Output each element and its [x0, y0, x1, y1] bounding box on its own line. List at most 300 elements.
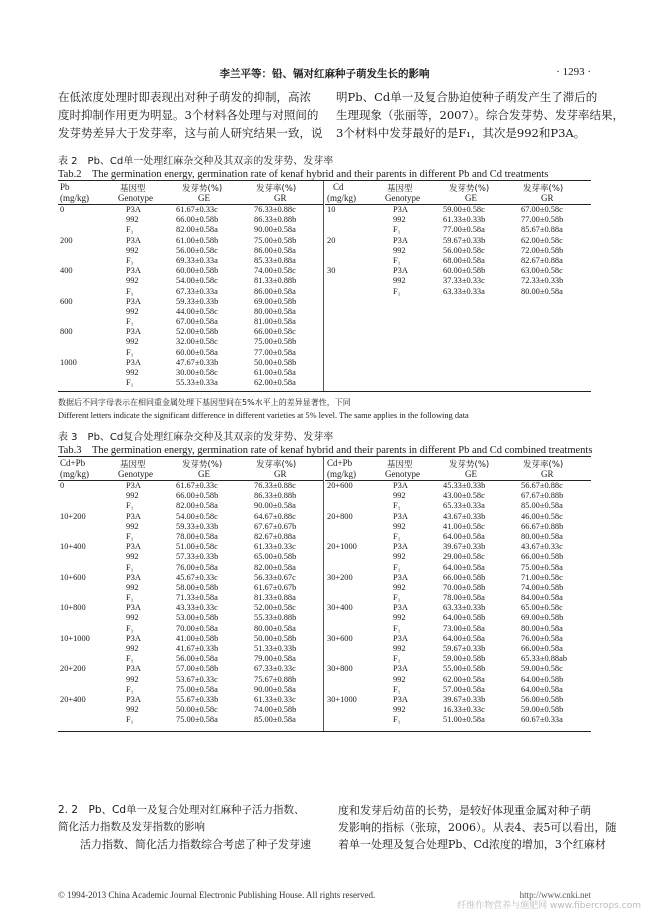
- table-row: [58, 236, 323, 246]
- gr-cell: 72.33±0.33b: [521, 276, 564, 286]
- table-row: [325, 705, 591, 715]
- gr-cell: 80.00±0.58a: [254, 623, 296, 633]
- genotype-cell: F₁: [393, 562, 401, 572]
- table-row: [58, 297, 323, 307]
- ge-zh: 发芽势(%): [449, 184, 490, 194]
- treatment-cell: 10+600: [60, 572, 86, 582]
- genotype-cell: F₁: [126, 225, 134, 235]
- treatment-cell: 600: [60, 296, 73, 306]
- text-line: 度和发芽后幼苗的长势，是较好体现重金属对种子萌: [338, 804, 591, 817]
- gr-cell: 59.00±0.58b: [521, 705, 564, 715]
- treatment-cell: 30: [327, 266, 336, 276]
- genotype-cell: 992: [126, 644, 139, 653]
- gr-cell: 80.00±0.58a: [254, 306, 296, 316]
- table2-note-en: Different letters indicate the significant difference in different varieties at 5% level. The same applies in the following data: [58, 411, 469, 420]
- treatment-cell: 20+400: [60, 694, 86, 704]
- table-row: [325, 644, 591, 654]
- table-row: [58, 225, 323, 235]
- ge-cell: 70.00±0.58a: [176, 623, 218, 633]
- ge-cell: 43.67±0.33b: [443, 511, 486, 521]
- gr-cell: 86.00±0.58a: [254, 245, 296, 255]
- ge-cell: 45.33±0.33b: [443, 481, 486, 490]
- treatment-cell: 0: [60, 481, 65, 490]
- gr-zh: 发芽率(%): [256, 184, 297, 194]
- ge-cell: 78.00±0.58a: [443, 593, 485, 603]
- gr-cell: 67.67±0.67b: [254, 521, 297, 531]
- gr-cell: 90.00±0.58a: [254, 225, 296, 235]
- gr-cell: 75.00±0.58a: [521, 562, 563, 572]
- genotype-zh: 基因型: [387, 460, 413, 470]
- table-row: [58, 348, 323, 358]
- table-row: [325, 225, 591, 235]
- table-row: [58, 675, 323, 685]
- text-line: 度时抑制作用更为明显。3个材料各处理与对照间的: [58, 108, 319, 122]
- gr-cell: 80.00±0.58a: [521, 623, 563, 633]
- table-row: [325, 481, 591, 491]
- ge-cell: 41.00±0.58b: [176, 633, 219, 643]
- ge-cell: 77.00±0.58a: [443, 225, 485, 235]
- genotype-cell: P3A: [126, 266, 141, 276]
- gr-cell: 56.00±0.58b: [521, 694, 564, 704]
- genotype-cell: F₁: [393, 715, 401, 725]
- treat-unit: (mg/kg): [327, 469, 356, 479]
- table-row: [58, 593, 323, 603]
- ge-cell: 55.00±0.58b: [443, 664, 486, 674]
- treatment-cell: 20+200: [60, 664, 86, 674]
- ge-cell: 41.67±0.33b: [176, 644, 219, 653]
- table-row: [58, 246, 323, 256]
- table2-left-half: [58, 181, 324, 391]
- treat-unit: (mg/kg): [60, 469, 89, 479]
- section-heading-line: 简化活力指数及发芽指数的影响: [58, 821, 205, 833]
- genotype-cell: F₁: [126, 317, 134, 327]
- ge-cell: 29.00±0.58c: [443, 552, 485, 562]
- gr-cell: 79.00±0.58a: [254, 654, 296, 664]
- table-row: [325, 573, 591, 583]
- genotype-en: Genotype: [385, 469, 420, 479]
- table-row: [58, 317, 323, 327]
- table-row: [58, 573, 323, 583]
- table-row: [325, 552, 591, 562]
- treat-label: Cd+Pb: [60, 458, 86, 468]
- genotype-cell: F₁: [126, 715, 134, 725]
- gr-cell: 74.00±0.58b: [254, 705, 297, 715]
- genotype-cell: P3A: [393, 205, 408, 214]
- gr-cell: 74.00±0.58b: [521, 582, 564, 592]
- genotype-cell: F₁: [393, 654, 401, 664]
- genotype-cell: 992: [393, 521, 406, 531]
- genotype-cell: P3A: [393, 511, 408, 521]
- table-row: [325, 501, 591, 511]
- gr-cell: 77.00±0.58b: [521, 215, 564, 225]
- ge-cell: 82.00±0.58a: [176, 501, 218, 511]
- ge-cell: 59.00±0.58b: [443, 654, 486, 664]
- treatment-cell: 10: [327, 205, 336, 214]
- genotype-cell: F₁: [393, 286, 401, 296]
- gr-cell: 84.00±0.58a: [521, 593, 563, 603]
- gr-cell: 63.00±0.58c: [521, 266, 563, 276]
- treatment-cell: 800: [60, 327, 73, 337]
- ge-cell: 66.00±0.58b: [443, 572, 486, 582]
- ge-cell: 59.33±0.33b: [176, 521, 219, 531]
- genotype-cell: 992: [126, 215, 139, 225]
- table-row: [325, 664, 591, 674]
- ge-en: GE: [198, 193, 210, 203]
- ge-cell: 60.00±0.58b: [176, 266, 219, 276]
- gr-cell: 77.00±0.58a: [254, 347, 296, 357]
- table-row: [58, 705, 323, 715]
- table-row: [325, 685, 591, 695]
- ge-cell: 59.00±0.58c: [443, 205, 485, 214]
- treatment-cell: 10+1000: [60, 633, 90, 643]
- gr-cell: 74.00±0.58c: [254, 266, 296, 276]
- genotype-cell: 992: [393, 215, 406, 225]
- treatment-cell: 20+600: [327, 481, 353, 490]
- ge-cell: 47.67±0.33b: [176, 357, 219, 367]
- gr-en: GR: [274, 469, 287, 479]
- text-line: 3个材料中发芽最好的是F₁，其次是992和P3A。: [336, 126, 586, 140]
- treatment-cell: 30+600: [327, 633, 353, 643]
- genotype-cell: 992: [126, 705, 139, 715]
- gr-cell: 82.67±0.88a: [254, 531, 296, 541]
- gr-cell: 50.00±0.58b: [254, 633, 297, 643]
- genotype-zh: 基因型: [387, 184, 413, 194]
- ge-cell: 43.33±0.33c: [176, 603, 218, 613]
- gr-cell: 65.00±0.58b: [254, 552, 297, 562]
- ge-cell: 59.67±0.33b: [443, 235, 486, 245]
- ge-cell: 39.67±0.33b: [443, 542, 486, 552]
- treatment-cell: 400: [60, 266, 73, 276]
- gr-cell: 86.00±0.58a: [254, 286, 296, 296]
- genotype-zh: 基因型: [120, 460, 146, 470]
- table-row: [325, 522, 591, 532]
- ge-cell: 68.00±0.58a: [443, 255, 485, 265]
- gr-cell: 43.67±0.33c: [521, 542, 563, 552]
- gr-cell: 85.00±0.58a: [254, 715, 296, 725]
- gr-cell: 69.00±0.58b: [254, 296, 297, 306]
- genotype-en: Genotype: [385, 193, 420, 203]
- ge-cell: 61.00±0.58b: [176, 235, 219, 245]
- genotype-cell: P3A: [126, 296, 141, 306]
- genotype-cell: 992: [393, 276, 406, 286]
- gr-cell: 67.67±0.88b: [521, 491, 564, 501]
- genotype-cell: F₁: [393, 531, 401, 541]
- treat-label: Cd: [333, 182, 344, 192]
- ge-cell: 54.00±0.58c: [176, 276, 218, 286]
- ge-zh: 发芽势(%): [182, 460, 223, 470]
- genotype-cell: F₁: [126, 501, 134, 511]
- gr-cell: 56.67±0.88c: [521, 481, 563, 490]
- table2-caption-en: Tab.2 The germination energy, germination rate of kenaf hybrid and their parents in different Pb and Cd treatments: [58, 169, 549, 180]
- genotype-cell: F₁: [126, 255, 134, 265]
- genotype-cell: F₁: [126, 654, 134, 664]
- ge-cell: 64.00±0.58a: [443, 633, 485, 643]
- treat-unit: (mg/kg): [327, 193, 356, 203]
- gr-cell: 65.00±0.58c: [521, 603, 563, 613]
- genotype-cell: F₁: [393, 623, 401, 633]
- genotype-cell: P3A: [126, 542, 141, 552]
- genotype-cell: F₁: [393, 225, 401, 235]
- table-row: [58, 695, 323, 705]
- genotype-cell: F₁: [393, 684, 401, 694]
- table3-caption-zh: 表 3 Pb、Cd复合处理红麻杂交种及其双亲的发芽势、发芽率: [58, 432, 334, 443]
- genotype-zh: 基因型: [120, 184, 146, 194]
- gr-cell: 75.67±0.88b: [254, 674, 297, 684]
- table-row: [325, 563, 591, 573]
- ge-cell: 67.33±0.33a: [176, 286, 218, 296]
- table-row: [58, 644, 323, 654]
- table-row: [58, 307, 323, 317]
- text-line: 发芽势差异大于发芽率，这与前人研究结果一致，说: [58, 126, 323, 140]
- ge-cell: 61.33±0.33b: [443, 215, 486, 225]
- genotype-cell: P3A: [126, 481, 141, 490]
- ge-cell: 60.00±0.58a: [176, 347, 218, 357]
- genotype-cell: P3A: [126, 327, 141, 337]
- gr-cell: 50.00±0.58b: [254, 357, 297, 367]
- running-header: [58, 66, 591, 82]
- ge-cell: 44.00±0.58c: [176, 306, 218, 316]
- text-line: 活力指数、简化活力指数综合考虑了种子发芽速: [58, 838, 311, 851]
- table-row: [58, 501, 323, 511]
- table2-left-body: [58, 205, 323, 388]
- ge-cell: 52.00±0.58b: [176, 327, 219, 337]
- gr-cell: 86.33±0.88b: [254, 491, 297, 501]
- gr-cell: 76.00±0.58a: [521, 633, 563, 643]
- gr-cell: 80.00±0.58a: [521, 286, 563, 296]
- ge-zh: 发芽势(%): [449, 460, 490, 470]
- genotype-cell: P3A: [126, 572, 141, 582]
- gr-en: GR: [541, 193, 554, 203]
- gr-cell: 85.33±0.88a: [254, 255, 296, 265]
- table-row: [58, 624, 323, 634]
- ge-cell: 69.33±0.33a: [176, 255, 218, 265]
- genotype-cell: P3A: [126, 603, 141, 613]
- table3-left-half: [58, 457, 324, 731]
- treatment-cell: 10+400: [60, 542, 86, 552]
- ge-cell: 70.00±0.58b: [443, 582, 486, 592]
- ge-cell: 75.00±0.58a: [176, 684, 218, 694]
- text-line: 明Pb、Cd单一及复合胁迫使种子萌发产生了滞后的: [336, 90, 598, 104]
- table-row: [58, 583, 323, 593]
- table-row: [58, 368, 323, 378]
- gr-cell: 62.00±0.58c: [521, 235, 563, 245]
- ge-cell: 78.00±0.58a: [176, 531, 218, 541]
- treat-unit: (mg/kg): [60, 193, 89, 203]
- genotype-cell: P3A: [393, 694, 408, 704]
- table-row: [58, 685, 323, 695]
- gr-zh: 发芽率(%): [523, 460, 564, 470]
- page-number: · 1293 ·: [556, 66, 591, 78]
- treatment-cell: 30+800: [327, 664, 353, 674]
- text-line: 生理现象（张丽等，2007）。综合发芽势、发芽率结果，: [336, 108, 625, 122]
- treatment-cell: 200: [60, 235, 73, 245]
- table-row: [325, 205, 591, 215]
- table-row: [325, 266, 591, 276]
- gr-cell: 81.33±0.88a: [254, 593, 296, 603]
- gr-cell: 46.00±0.58c: [521, 511, 563, 521]
- genotype-cell: P3A: [126, 633, 141, 643]
- gr-cell: 61.33±0.33c: [254, 694, 296, 704]
- gr-cell: 66.00±0.58b: [521, 552, 564, 562]
- ge-cell: 54.00±0.58c: [176, 511, 218, 521]
- ge-cell: 75.00±0.58a: [176, 715, 218, 725]
- ge-cell: 64.00±0.58a: [443, 531, 485, 541]
- table-row: [325, 583, 591, 593]
- gr-cell: 64.00±0.58b: [521, 674, 564, 684]
- table-row: [58, 378, 323, 388]
- genotype-cell: F₁: [126, 531, 134, 541]
- gr-cell: 64.00±0.58a: [521, 684, 563, 694]
- gr-cell: 62.00±0.58a: [254, 378, 296, 388]
- ge-cell: 16.33±0.33c: [443, 705, 485, 715]
- table-row: [58, 512, 323, 522]
- genotype-cell: P3A: [126, 664, 141, 674]
- gr-cell: 85.00±0.58a: [521, 501, 563, 511]
- table-row: [58, 715, 323, 725]
- table-row: [325, 256, 591, 266]
- gr-cell: 82.67±0.88a: [521, 255, 563, 265]
- ge-cell: 64.00±0.58b: [443, 613, 486, 623]
- gr-cell: 80.00±0.58a: [521, 531, 563, 541]
- ge-en: GE: [465, 193, 477, 203]
- ge-cell: 55.67±0.33b: [176, 694, 219, 704]
- ge-cell: 57.00±0.58a: [443, 684, 485, 694]
- genotype-cell: 992: [126, 582, 139, 592]
- gr-cell: 81.33±0.88b: [254, 276, 297, 286]
- table2: [58, 180, 591, 392]
- gr-cell: 85.67±0.88a: [521, 225, 563, 235]
- ge-cell: 67.00±0.58a: [176, 317, 218, 327]
- ge-cell: 82.00±0.58a: [176, 225, 218, 235]
- ge-cell: 59.33±0.33b: [176, 296, 219, 306]
- table2-right-header: [325, 181, 591, 205]
- table-row: [325, 603, 591, 613]
- genotype-cell: P3A: [393, 603, 408, 613]
- genotype-cell: F₁: [393, 501, 401, 511]
- gr-cell: 56.33±0.67c: [254, 572, 296, 582]
- genotype-cell: 992: [126, 245, 139, 255]
- gr-cell: 66.00±0.58c: [254, 327, 296, 337]
- genotype-cell: 992: [126, 306, 139, 316]
- genotype-cell: P3A: [393, 235, 408, 245]
- table3-right-half: [325, 457, 591, 731]
- genotype-cell: 992: [393, 644, 406, 653]
- table-row: [58, 563, 323, 573]
- treatment-cell: 30+1000: [327, 694, 357, 704]
- text-line: 发影响的指标（张琼，2006）。从表4、表5可以看出，随: [338, 821, 617, 834]
- text-line: 着单一处理及复合处理Pb、Cd浓度的增加，3个红麻材: [338, 838, 606, 851]
- table-row: [58, 491, 323, 501]
- table-row: [58, 481, 323, 491]
- treatment-cell: 1000: [60, 357, 77, 367]
- gr-cell: 59.00±0.58c: [521, 664, 563, 674]
- ge-cell: 30.00±0.58c: [176, 368, 218, 377]
- gr-cell: 82.00±0.58a: [254, 562, 296, 572]
- ge-cell: 73.00±0.58a: [443, 623, 485, 633]
- table-row: [58, 276, 323, 286]
- table-row: [58, 603, 323, 613]
- table-row: [325, 215, 591, 225]
- gr-cell: 69.00±0.58b: [521, 613, 564, 623]
- table-row: [58, 654, 323, 664]
- running-title: 李兰平等：铅、镉对红麻种子萌发生长的影响: [219, 68, 430, 80]
- ge-cell: 61.67±0.33c: [176, 481, 218, 490]
- genotype-cell: P3A: [393, 572, 408, 582]
- table2-right-body: [325, 205, 591, 297]
- gr-cell: 76.33±0.88c: [254, 481, 296, 490]
- table-row: [325, 613, 591, 623]
- genotype-cell: 992: [393, 674, 406, 684]
- table-row: [58, 287, 323, 297]
- gr-cell: 71.00±0.58c: [521, 572, 563, 582]
- gr-cell: 90.00±0.58a: [254, 684, 296, 694]
- genotype-cell: F₁: [126, 562, 134, 572]
- genotype-cell: 992: [126, 276, 139, 286]
- genotype-cell: P3A: [126, 511, 141, 521]
- ge-cell: 63.33±0.33b: [443, 603, 486, 613]
- gr-zh: 发芽率(%): [256, 460, 297, 470]
- genotype-cell: 992: [126, 552, 139, 562]
- ge-cell: 71.33±0.58a: [176, 593, 218, 603]
- table-row: [325, 715, 591, 725]
- ge-cell: 51.00±0.58a: [443, 715, 485, 725]
- table3-caption-en: Tab.3 The germination energy, germination rate of kenaf hybrid and their parents in different Pb and Cd combined treatments: [58, 445, 593, 456]
- intro-right-column: [336, 88, 625, 142]
- ge-cell: 60.00±0.58b: [443, 266, 486, 276]
- treatment-cell: 10+200: [60, 511, 86, 521]
- genotype-cell: 992: [126, 521, 139, 531]
- table-row: [58, 327, 323, 337]
- table3: [58, 456, 591, 732]
- gr-cell: 76.33±0.88c: [254, 205, 296, 214]
- table-row: [58, 358, 323, 368]
- table3-left-header: [58, 457, 323, 481]
- gr-cell: 65.33±0.88ab: [521, 654, 568, 664]
- genotype-cell: 992: [393, 613, 406, 623]
- table-row: [325, 512, 591, 522]
- gr-cell: 60.67±0.33a: [521, 715, 563, 725]
- genotype-cell: F₁: [393, 593, 401, 603]
- gr-cell: 64.67±0.88c: [254, 511, 296, 521]
- gr-cell: 75.00±0.58b: [254, 235, 297, 245]
- genotype-cell: 992: [126, 337, 139, 347]
- genotype-cell: F₁: [126, 286, 134, 296]
- gr-cell: 67.00±0.58c: [521, 205, 563, 214]
- table-row: [58, 256, 323, 266]
- genotype-cell: 992: [393, 705, 406, 715]
- cnki-link[interactable]: http://www.cnki.net: [519, 890, 591, 900]
- genotype-cell: P3A: [393, 542, 408, 552]
- treat-label: Cd+Pb: [327, 458, 353, 468]
- ge-cell: 51.00±0.58c: [176, 542, 218, 552]
- genotype-cell: 992: [393, 491, 406, 501]
- ge-cell: 66.00±0.58b: [176, 215, 219, 225]
- ge-cell: 62.00±0.58a: [443, 674, 485, 684]
- treatment-cell: 0: [60, 205, 65, 214]
- copyright-notice: © 1994-2013 China Academic Journal Electronic Publishing House. All rights reserved.: [58, 890, 376, 900]
- table-row: [325, 287, 591, 297]
- genotype-cell: F₁: [126, 684, 134, 694]
- table-row: [325, 593, 591, 603]
- genotype-cell: 992: [393, 245, 406, 255]
- ge-zh: 发芽势(%): [182, 184, 223, 194]
- ge-cell: 56.00±0.58c: [443, 245, 485, 255]
- ge-cell: 53.67±0.33c: [176, 674, 218, 684]
- gr-cell: 61.00±0.58a: [254, 368, 296, 377]
- gr-cell: 66.67±0.88b: [521, 521, 564, 531]
- gr-cell: 90.00±0.58a: [254, 501, 296, 511]
- table2-right-half: [325, 181, 591, 391]
